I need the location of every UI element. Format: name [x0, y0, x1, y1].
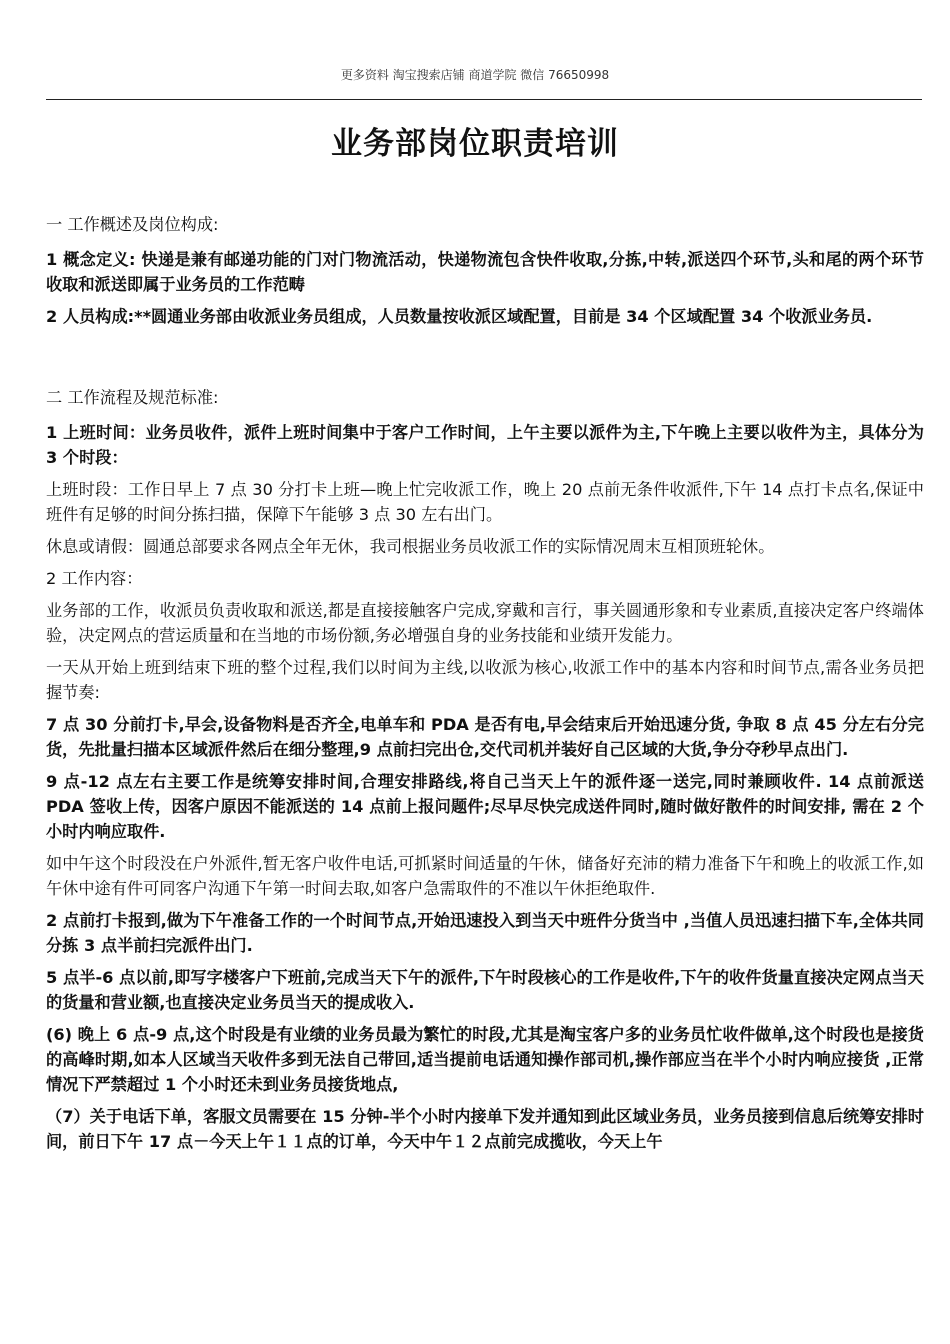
section-heading-1: 一 工作概述及岗位构成: — [46, 215, 219, 234]
paragraph-phone-orders: （7）关于电话下单，客服文员需要在 15 分钟-半个小时内接单下发并通知到此区域业务员，业务员接到信息后统筹安排时间，前日下午 17 点－今天上午１１点的订单，今天中午１２点前完成揽收，今天上午 — [46, 1107, 924, 1151]
paragraph-department-work: 业务部的工作，收派员负责收取和派送,都是直接接触客户完成,穿戴和言行，事关圆通形象和专业素质,直接决定客户终端体验，决定网点的营运质量和在当地的市场份额,务必增强自身的业务技能和业绩开发能力。 — [46, 601, 924, 645]
paragraph-evening-peak: (6) 晚上 6 点-9 点,这个时段是有业绩的业务员最为繁忙的时段,尤其是淘宝客户多的业务员忙收件做单,这个时段也是接货的高峰时期,如本人区域当天收件多到无法自己带回,适当提前电话通知操作部司机,操作部应当在半个小时内响应接货 ,正常情况下严禁超过 1 个小时还未到业务员接货地点, — [46, 1025, 924, 1094]
paragraph-morning-delivery: 9 点-12 点左右主要工作是统筹安排时间,合理安排路线,将自己当天上午的派件逐一送完,同时兼顾收件. 14 点前派送 PDA 签收上传，因客户原因不能派送的 14 点前上报问题件;尽早尽快完成送件同时,随时做好散件的时间安排, 需在 2 个小时内响应取件. — [46, 772, 924, 841]
paragraph-work-hours: 1 上班时间：业务员收件，派件上班时间集中于客户工作时间，上午主要以派件为主,下午晚上主要以收件为主，具体分为 3 个时段： — [46, 423, 924, 467]
section-heading-2: 二 工作流程及规范标准: — [46, 388, 219, 407]
paragraph-concept-definition: 1 概念定义: 快递是兼有邮递功能的门对门物流活动，快递物流包含快件收取,分拣,中转,派送四个环节,头和尾的两个环节收取和派送即属于业务员的工作范畴 — [46, 250, 924, 294]
paragraph-shift-time: 上班时段：工作日早上 7 点 30 分打卡上班—晚上忙完收派工作，晚上 20 点前无条件收派件,下午 14 点打卡点名,保证中班件有足够的时间分拣扫描，保障下午能够 3 点 30 左右出门。 — [46, 480, 924, 524]
paragraph-afternoon-clock-in: 2 点前打卡报到,做为下午准备工作的一个时间节点,开始迅速投入到当天中班件分货当中 ,当值人员迅速扫描下车,全体共同分拣 3 点半前扫完派件出门. — [46, 911, 924, 955]
paragraph-staff-composition: 2 人员构成:**圆通业务部由收派业务员组成，人员数量按收派区域配置，目前是 34 个区域配置 34 个收派业务员. — [46, 307, 873, 326]
header-divider — [46, 99, 922, 100]
paragraph-late-afternoon: 5 点半-6 点以前,即写字楼客户下班前,完成当天下午的派件,下午时段核心的工作是收件,下午的收件货量直接决定网点当天的货量和营业额,也直接决定业务员当天的提成收入. — [46, 968, 924, 1012]
paragraph-noon-break: 如中午这个时段没在户外派件,暂无客户收件电话,可抓紧时间适量的午休，储备好充沛的精力准备下午和晚上的收派工作,如午休中途有件可同客户沟通下午第一时间去取,如客户急需取件的不准以午休拒绝取件. — [46, 854, 924, 898]
document-body — [46, 212, 924, 1161]
document-title: 业务部岗位职责培训 — [331, 126, 619, 162]
page-header: 更多资料 淘宝搜索店铺 商道学院 微信 76650998 — [340, 68, 610, 82]
paragraph-morning-clock-in: 7 点 30 分前打卡,早会,设备物料是否齐全,电单车和 PDA 是否有电,早会结束后开始迅速分货, 争取 8 点 45 分左右分完货，先批量扫描本区域派件然后在细分整理,9 点前扫完出仓,交代司机并装好自己区域的大货,争分夺秒早点出门. — [46, 715, 924, 759]
paragraph-rest-leave: 休息或请假：圆通总部要求各网点全年无休，我司根据业务员收派工作的实际情况周末互相顶班轮休。 — [46, 537, 775, 556]
paragraph-daily-process: 一天从开始上班到结束下班的整个过程,我们以时间为主线,以收派为核心,收派工作中的基本内容和时间节点,需各业务员把握节奏: — [46, 658, 924, 702]
paragraph-work-content-heading: 2 工作内容： — [46, 569, 143, 588]
